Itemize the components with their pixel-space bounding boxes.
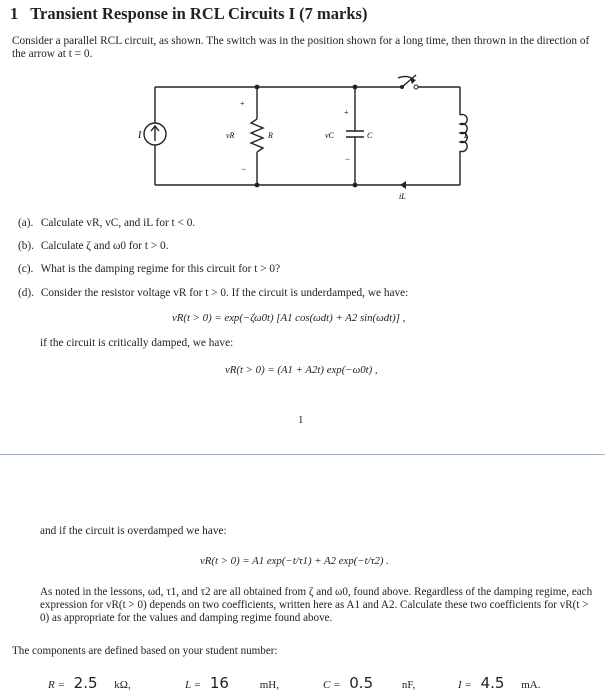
inductor-label: L (464, 131, 469, 140)
equation-critically-damped: vR(t > 0) = (A1 + A2t) exp(−ω0t) , (225, 364, 378, 376)
capacitor-minus: − (345, 154, 351, 164)
question-a: (a). Calculate vR, vC, and iL for t < 0. (18, 217, 196, 229)
circuit-diagram (130, 72, 470, 202)
critically-intro: if the circuit is critically damped, we have: (40, 337, 234, 349)
component-i-value: 4.5 (480, 674, 505, 692)
inductor-current-label: iL (399, 192, 406, 201)
overdamped-intro: and if the circuit is overdamped we have: (40, 525, 227, 537)
capacitor-label: C (367, 131, 373, 140)
component-l: L = 16 mH, (185, 674, 279, 692)
component-l-value: 16 (209, 674, 229, 692)
source-label: I (138, 130, 142, 141)
question-c: (c). What is the damping regime for this circuit for t > 0? (18, 263, 281, 275)
question-b: (b). Calculate ζ and ω0 for t > 0. (18, 240, 169, 252)
component-r: R = 2.5 kΩ, (48, 674, 131, 692)
section-number: 1 (10, 4, 19, 23)
intro-paragraph: Consider a parallel RCL circuit, as shown. The switch was in the position shown for a long time, then thrown in the direction of the arrow at t = 0. (12, 35, 590, 60)
closing-paragraph: As noted in the lessons, ωd, τ1, and τ2 are all obtained from ζ and ω0, found above. Regardless of the damping regime, each expression for vR(t > 0) depends on two coefficients, written here as A1 and A2. Calculate these two coefficients for vR(t > 0) as appropriate for the values and damping regime found above. (40, 586, 593, 624)
component-c-value: 0.5 (349, 674, 374, 692)
section-title (10, 4, 367, 24)
component-c: C = 0.5 nF, (323, 674, 416, 692)
components-lead: The components are defined based on your student number: (12, 645, 278, 657)
page-number: 1 (298, 414, 304, 426)
capacitor-plus: + (344, 108, 349, 117)
equation-overdamped: vR(t > 0) = A1 exp(−t/τ1) + A2 exp(−t/τ2) . (200, 555, 389, 567)
equation-underdamped: vR(t > 0) = exp(−ζω0t) [A1 cos(ωdt) + A2 sin(ωdt)] , (172, 312, 406, 324)
resistor-voltage-label: vR (226, 131, 235, 140)
question-d: (d). Consider the resistor voltage vR for t > 0. If the circuit is underdamped, we have: (18, 287, 409, 299)
resistor-label: R (268, 131, 273, 140)
section-title-text: Transient Response in RCL Circuits I (7 marks) (30, 4, 368, 23)
component-i: I = 4.5 mA. (458, 674, 541, 692)
resistor-plus: + (240, 99, 245, 108)
resistor-symbol (251, 119, 263, 152)
page-divider (0, 454, 605, 455)
component-r-value: 2.5 (73, 674, 98, 692)
capacitor-voltage-label: vC (325, 131, 334, 140)
resistor-minus: − (241, 164, 247, 174)
current-direction-arrow-icon (400, 181, 406, 189)
